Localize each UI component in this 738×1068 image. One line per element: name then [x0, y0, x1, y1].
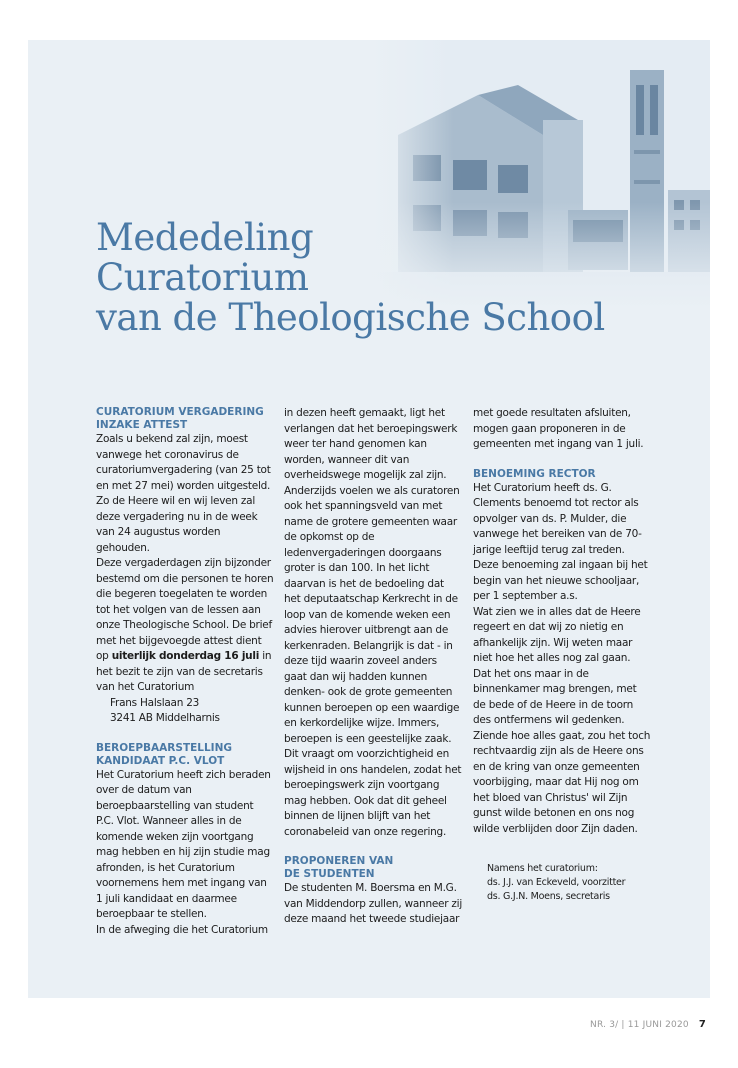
signature-line-2: ds. J.J. van Eckeveld, voorzitter — [487, 877, 626, 888]
paragraph: In de afweging die het Curatorium — [96, 923, 268, 936]
address-line-1: Frans Halslaan 23 — [110, 696, 200, 709]
section-heading-beroepbaarstelling: BEROEPBAARSTELLING KANDIDAAT P.C. VLOT — [96, 741, 232, 767]
title-line-1: Mededeling — [96, 216, 314, 259]
paragraph: Het Curatorium heeft ds. G. Clements benoemd tot rector als opvolger van ds. P. Mulder, die vanwege het bereiken van de 70-jarige leeftijd terug zal treden. Deze benoeming zal ingaan bij het begin van het nieuwe schooljaar, per 1 september a.s. — [473, 481, 648, 602]
column-3 — [473, 406, 651, 904]
column-1 — [96, 406, 274, 938]
page-footer — [590, 1019, 706, 1030]
page-number: 7 — [698, 1019, 706, 1030]
address-line-2: 3241 AB Middelharnis — [110, 712, 220, 724]
signature-line-1: Namens het curatorium: — [487, 863, 598, 874]
paragraph: in dezen heeft gemaakt, ligt het verlangen dat het beroepingswerk weer ter hand genomen kan worden, wanneer dit van overheidswege mogelijk zal zijn. Anderzijds voelen we als curatoren ook het spanningsveld van met name de grotere gemeenten waar de opkomst op de ledenvergaderingen doorgaans groter is dan 100. In het licht daarvan is het de bedoeling dat het deputaatschap Kerkrecht in de loop van de komende weken een advies hierover uitbrengt aan de kerkenraden. Belangrijk is dat - in deze tijd waarin zoveel anders gaat dan wij hadden kunnen denken- ook de grote gemeenten kunnen beroepen op een waardige en kerkordelijke wijze. Immers, beroepen is een geestelijke zaak. Dit vraagt om voorzichtigheid en wijsheid in ons handelen, zodat het beroepingswerk zijn voortgang mag hebben. Ook dat dit geheel binnen de lijnen blijft van het coronabeleid van onze regering. — [284, 407, 462, 838]
column-2 — [284, 406, 462, 928]
signature-line-3: ds. G.J.N. Moens, secretaris — [487, 891, 610, 902]
paragraph: Wat zien we in alles dat de Heere regeert en dat wij zo nietig en afhankelijk zijn. Wij weten maar niet hoe het alles nog zal gaan. Dat het ons maar in de binnenkamer mag brengen, met de bede of de Heere in de toorn des ontfermens wil gedenken. Ziende hoe alles gaat, zou het toch rechtvaardig zijn als de Heere ons en de kring van onze gemeenten voorbijging, maar dat Hij nog om het bloed van Christus' wil Zijn gunst wilde betonen en ons nog wilde verblijden door Zijn daden. — [473, 605, 651, 835]
deadline-date: uiterlijk donderdag 16 juli — [111, 650, 260, 662]
section-heading-proponeren: PROPONEREN VAN DE STUDENTEN — [284, 855, 394, 880]
title-line-3: van de Theologische School — [96, 296, 605, 339]
paragraph: De studenten M. Boersma en M.G. van Middendorp zullen, wanneer zij deze maand het tweede studiejaar — [284, 882, 463, 925]
article-panel — [28, 40, 710, 998]
paragraph: Zoals u bekend zal zijn, moest vanwege het coronavirus de curatoriumvergadering (van 25 tot en met 27 mei) worden uitgesteld. — [96, 433, 271, 492]
paragraph: Zo de Heere wil en wij leven zal deze vergadering nu in de week van 24 augustus worden gehouden. — [96, 495, 258, 554]
title-line-2: Curatorium — [96, 256, 309, 299]
section-heading-benoeming-rector: BENOEMING RECTOR — [473, 467, 596, 480]
paragraph: met goede resultaten afsluiten, mogen gaan proponeren in de gemeenten met ingang van 1 juli. — [473, 407, 644, 450]
section-heading-curatorium-vergadering: CURATORIUM VERGADERING INZAKE ATTEST — [96, 406, 264, 431]
issue-info: NR. 3/ | 11 JUNI 2020 — [590, 1020, 689, 1030]
article-title — [96, 218, 605, 338]
paragraph-deadline: Deze vergaderdagen zijn bijzonder bestemd om die personen te horen die begeren toegelaten te worden tot het volgen van de lessen aan onze Theologische School. De brief met het bijgevoegde attest dient op uiterlijk donderdag 16 juli in het bezit te zijn van de secretaris van het Curatorium — [96, 557, 274, 693]
paragraph: Het Curatorium heeft zich beraden over de datum van beroepbaarstelling van student P.C. Vlot. Wanneer alles in de komende weken zijn voortgang mag hebben en hij zijn studie mag afronden, is het Curatorium voornemens hem met ingang van 1 juli kandidaat en daarmee beroepbaar te stellen. — [96, 768, 271, 920]
